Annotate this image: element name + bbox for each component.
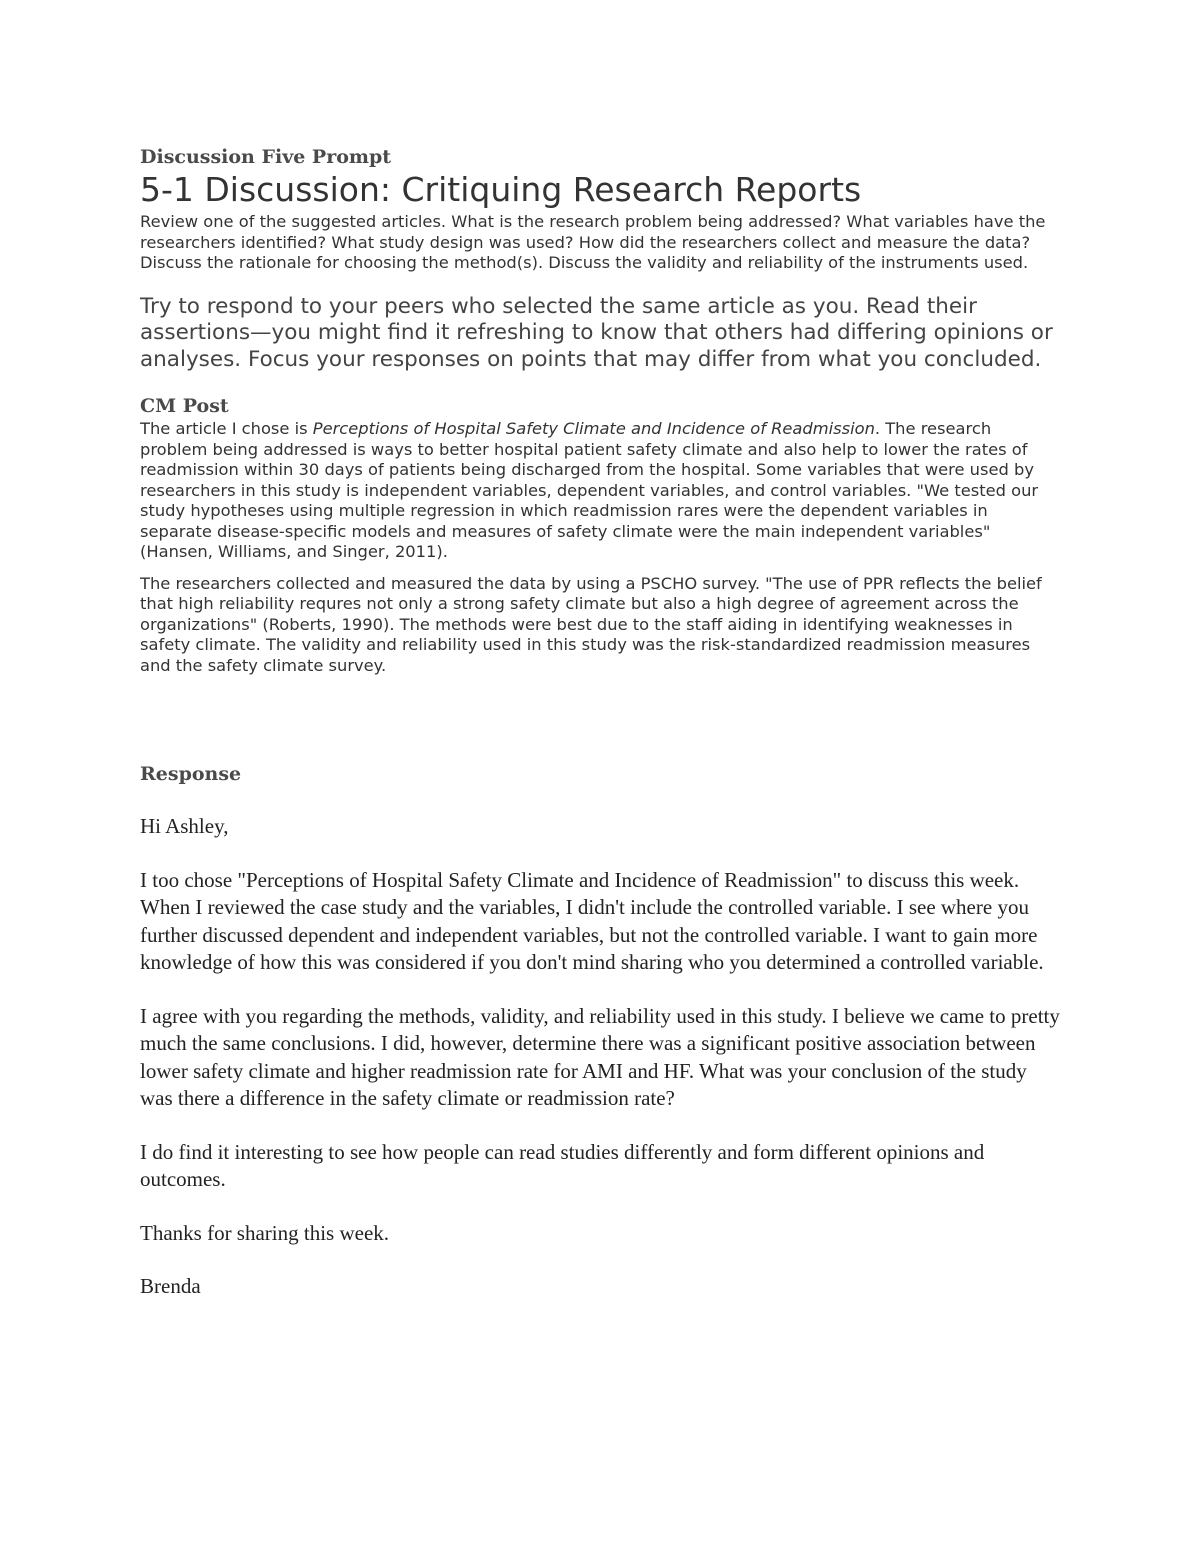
cm-post-intro: The article I chose is (140, 419, 313, 438)
response-heading: Response (140, 763, 242, 785)
cm-post-body: . The research problem being addressed is ways to better hospital patient safety climate and also help to lower the rates of readmission within 30 days of patients being discharged from the hospital. Some variables that were used by researchers in this study is independent variables, dependent variables, and control variables. "We tested our study hypotheses using multiple regression in which readmission rares were the dependent variables in separate disease-specific models and measures of safety climate were the main independent variables" (Hansen, Williams, and Singer, 2011). (140, 419, 1039, 561)
page-title: 5-1 Discussion: Critiquing Research Reports (140, 170, 862, 209)
cm-post-paragraph-1 (140, 419, 1060, 563)
cm-post-article-title: Perceptions of Hospital Safety Climate and Incidence of Readmission (312, 419, 875, 438)
response-paragraph-1: I too chose "Perceptions of Hospital Safety Climate and Incidence of Readmission" to discuss this week. When I reviewed the case study and the variables, I didn't include the controlled variable. I see where you further discussed dependent and independent variables, but not the controlled variable. I want to gain more knowledge of how this was considered if you don't mind sharing who you determined a controlled variable. (140, 867, 1044, 974)
document-page (140, 140, 1060, 1301)
prompt-label: Discussion Five Prompt (140, 146, 392, 168)
response-signoff: Brenda (140, 1274, 201, 1298)
response-paragraph-3: I do find it interesting to see how people can read studies differently and form different opinions and outcomes. (140, 1139, 985, 1191)
cm-post-heading: CM Post (140, 395, 229, 417)
cm-post-paragraph-2: The researchers collected and measured the data by using a PSCHO survey. "The use of PPR reflects the belief that high reliability requres not only a strong safety climate but also a high degree of agreement across the organizations" (Roberts, 1990). The methods were best due to the staff aiding in identifying weaknesses in safety climate. The validity and reliability used in this study was the risk-standardized readmission measures and the safety climate survey. (140, 573, 1042, 675)
prompt-instructions: Review one of the suggested articles. What is the research problem being addressed? What variables have the researchers identified? What study design was used? How did the researchers collect and measure the data? Discuss the rationale for choosing the method(s). Discuss the validity and reliability of the instruments used. (140, 212, 1046, 272)
response-thanks: Thanks for sharing this week. (140, 1220, 390, 1245)
response-paragraph-2: I agree with you regarding the methods, validity, and reliability used in this study. I believe we came to pretty much the same conclusions. I did, however, determine there was a significant positive association between lower safety climate and higher readmission rate for AMI and HF. What was your conclusion of the study was there a difference in the safety climate or readmission rate? (140, 1003, 1060, 1110)
response-greeting: Hi Ashley, (140, 814, 229, 838)
prompt-peers-instructions: Try to respond to your peers who selected the same article as you. Read their assertions—you might find it refreshing to know that others had differing opinions or analyses. Focus your responses on points that may differ from what you concluded. (140, 293, 1053, 372)
